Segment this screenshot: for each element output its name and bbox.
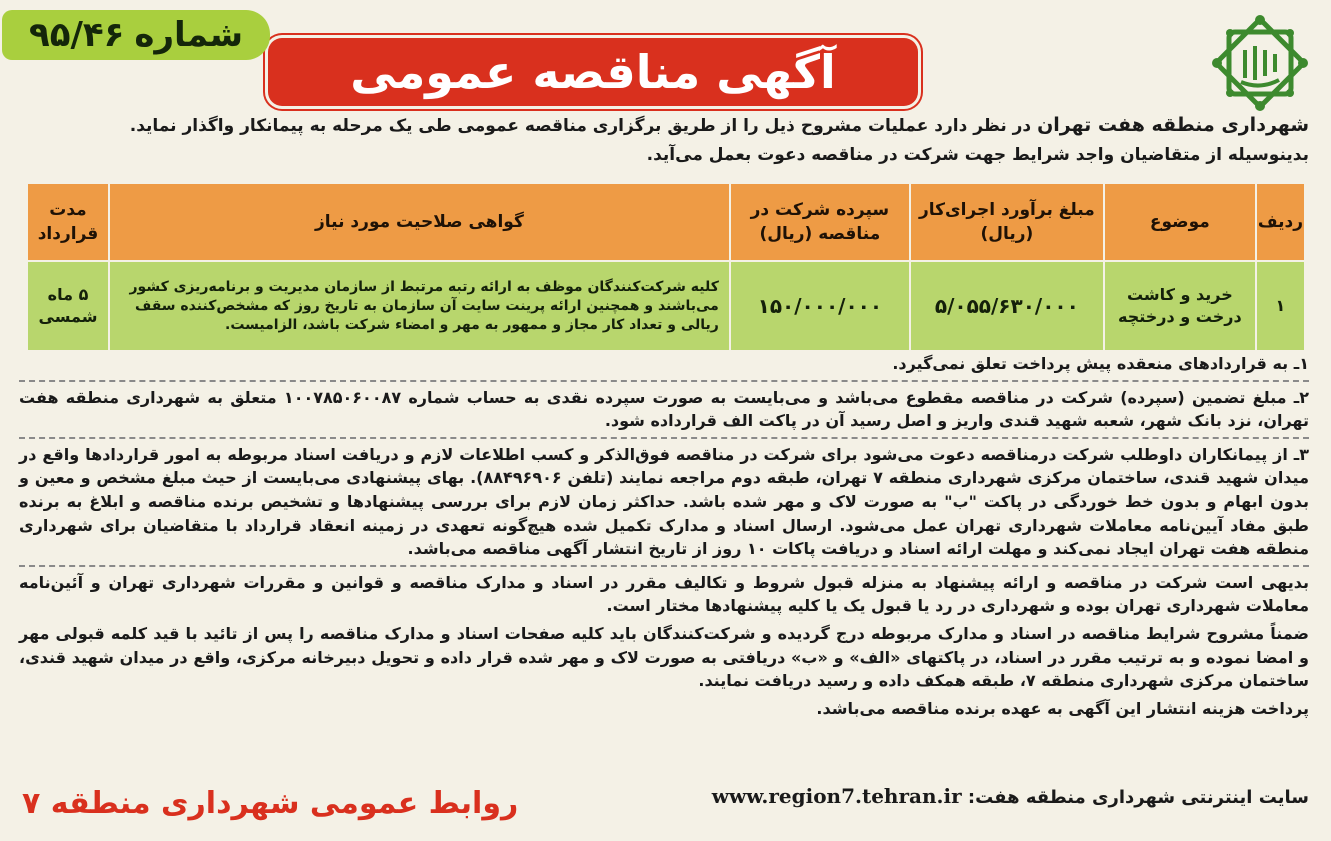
public-relations-signature: روابط عمومی شهرداری منطقه ۷: [22, 786, 519, 821]
cell-deposit: ۱۵۰/۰۰۰/۰۰۰: [730, 261, 910, 351]
divider: [19, 565, 1309, 567]
website-link[interactable]: www.region7.tehran.ir: [711, 784, 962, 808]
table-header-row: [27, 183, 1305, 261]
organization-name: شهرداری منطقه هفت تهران: [1037, 114, 1309, 136]
header-duration: مدت قرارداد: [27, 183, 109, 261]
cell-estimate: ۵/۰۵۵/۶۳۰/۰۰۰: [910, 261, 1104, 351]
intro-line-1: [109, 112, 1309, 140]
paragraph-acceptance: بدیهی است شرکت در مناقصه و ارائه پیشنهاد به منزله قبول شروط و تکالیف مقرر در اسناد و مدارک مناقصه و قوانین و مقررات شهرداری تهران و آئین‌نامه معاملات شهرداری تهران بوده و شهرداری در رد یا قبول یک یا کلیه پیشنهادها مختار است.: [19, 572, 1309, 616]
table-row: [27, 261, 1305, 351]
intro-text-1: در نظر دارد عملیات مشروح ذیل را از طریق برگزاری مناقصه عمومی طی یک مرحله به پیمانکار واگذار نماید.: [129, 116, 1038, 136]
header-certificate: گواهی صلاحیت مورد نیاز: [109, 183, 730, 261]
paragraph-publication-cost: پرداخت هزینه انتشار این آگهی به عهده برنده مناقصه می‌باشد.: [816, 698, 1309, 718]
notice-title: آگهی مناقصه عمومی: [350, 45, 836, 99]
intro-line-2: بدینوسیله از متقاضیان واجد شرایط جهت شرکت در مناقصه دعوت بعمل می‌آید.: [646, 145, 1309, 165]
tehran-municipality-logo-icon: [1207, 10, 1313, 116]
divider: [19, 437, 1309, 439]
notice-title-banner: [268, 38, 918, 106]
header-subject: موضوع: [1104, 183, 1256, 261]
notice-number-badge: [2, 10, 270, 60]
clause-2: ۲ـ مبلغ تضمین (سپرده) شرکت در مناقصه مقطوع می‌باشد و می‌بایست به صورت سپرده نقدی به حساب شماره ۱۰۰۷۸۵۰۶۰۰۸۷ متعلق به شهرداری منطقه هفت تهران، نزد بانک شهر، شعبه شهید قندی واریز و اصل رسید آن در پاکت الف قرارداده شود.: [19, 387, 1310, 431]
notice-body: [19, 352, 1309, 724]
tender-table: [26, 182, 1306, 352]
header-deposit: سپرده شرکت در مناقصه (ریال): [730, 183, 910, 261]
cell-subject: خرید و کاشت درخت و درختچه: [1104, 261, 1256, 351]
cell-duration: ۵ ماه شمسی: [27, 261, 109, 351]
divider: [19, 380, 1309, 382]
header-estimate: مبلغ برآورد اجرای‌کار (ریال): [910, 183, 1104, 261]
cell-row-number: ۱: [1256, 261, 1305, 351]
number-label: شماره: [134, 15, 244, 55]
header-row-number: ردیف: [1256, 183, 1305, 261]
footer-website: [712, 784, 1309, 808]
clause-1: ۱ـ به قراردادهای منعقده پیش پرداخت تعلق نمی‌گیرد.: [892, 354, 1309, 373]
number-value: ۹۵/۴۶: [28, 15, 125, 55]
clause-3: ۳ـ از پیمانکاران داوطلب شرکت درمناقصه دعوت می‌شود برای شرکت در مناقصه فوق‌الذکر و کسب اطلاعات لازم و دریافت اسناد مربوطه به امور قراردادها واقع در میدان شهید قندی، ساختمان مرکزی شهرداری منطقه ۷ تهران، طبقه دوم مراجعه نمایند (تلفن ۸۸۴۹۶۹۰۶). بهای پیشنهادی می‌بایست از حیث مبلغ مشخص و معین و بدون ابهام و بدون خط خوردگی در پاکت "ب" به صورت لاک و مهر شده باشد. حداکثر زمان لازم برای بررسی پیشنهادها و تشخیص برنده مناقصه و ابلاغ به برنده طبق مفاد آیین‌نامه معاملات شهرداری تهران عمل می‌شود. ارسال اسناد و مدارک تکمیل شده هیچ‌گونه تعهدی در زمینه انعقاد قرارداد با متقاضیان برای شهرداری منطقه هفت تهران ایجاد نمی‌کند و مهلت ارائه اسناد و دریافت پاکات ۱۰ روز از تاریخ انتشار آگهی مناقصه می‌باشد.: [19, 444, 1309, 559]
paragraph-documents: ضمناً مشروح شرایط مناقصه در اسناد و مدارک مربوطه درج گردیده و شرکت‌کنندگان باید کلیه صفحات اسناد و مدارک مناقصه را پس از تائید با قید کلمه قبولی مهر و امضا نموده و به ترتیب مقرر در اسناد، در پاکتهای «الف» و «ب» دریافتی به صورت لاک و مهر شده قرار داده و تحویل دبیرخانه مرکزی، واقع در میدان شهید قندی، ساختمان مرکزی شهرداری منطقه ۷، طبقه همکف داده و رسید دریافت نمایند.: [19, 623, 1309, 691]
cell-certificate: کلیه شرکت‌کنندگان موظف به ارائه رتبه مرتبط از سازمان مدیریت و برنامه‌ریزی کشور می‌باشند و همچنین ارائه پرینت سایت آن سازمان به تاریخ روز که مشخص‌کننده سقف ریالی و تعداد کار مجاز و ممهور به مهر و امضاء شرکت باشد، الزامیست.: [109, 261, 730, 351]
website-label: سایت اینترنتی شهرداری منطقه هفت:: [961, 787, 1309, 808]
